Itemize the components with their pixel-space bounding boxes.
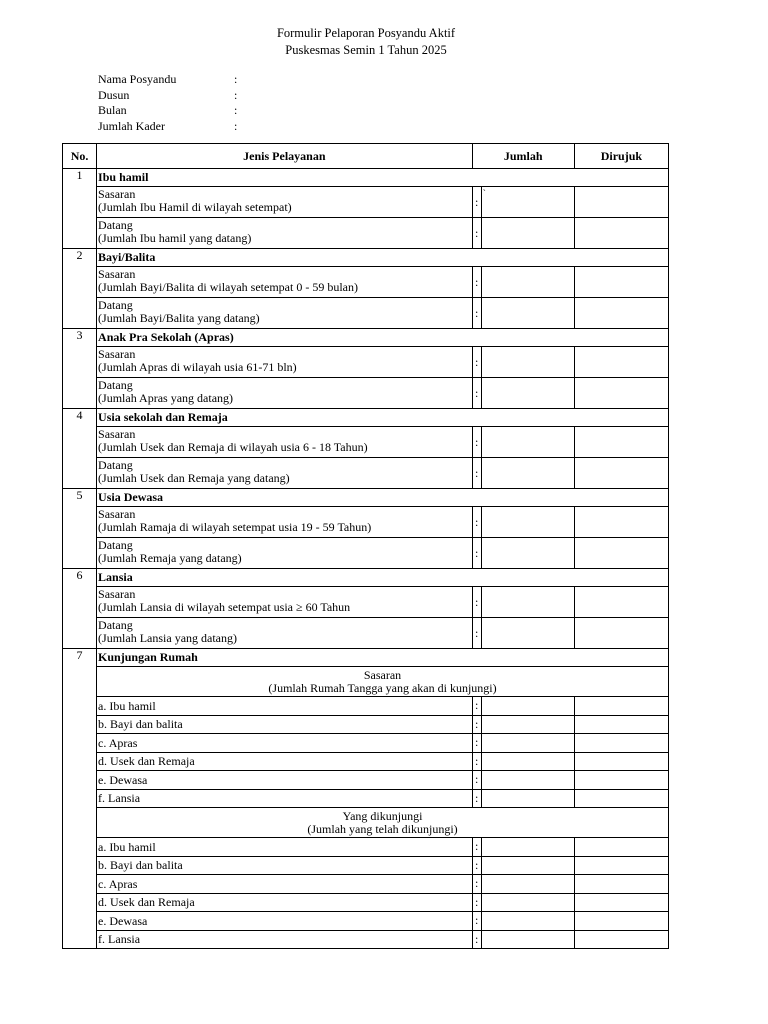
- colon-separator: [472, 752, 481, 771]
- row-number: 5: [63, 489, 97, 569]
- service-detail: (Jumlah Ramaja di wilayah setempat usia 19 - 59 Tahun): [98, 520, 372, 534]
- dirujuk-cell[interactable]: [574, 697, 668, 716]
- colon: :: [474, 225, 479, 240]
- subheader-title: Yang dikunjungi: [342, 808, 423, 823]
- service-description: [97, 218, 473, 249]
- colon-separator: [472, 378, 481, 409]
- row-number: 7: [63, 649, 97, 949]
- colon-separator: [472, 298, 481, 329]
- list-item: [63, 912, 669, 931]
- list-item: [63, 715, 669, 734]
- service-type: Datang: [98, 458, 133, 472]
- dirujuk-cell[interactable]: [574, 912, 668, 931]
- jumlah-cell[interactable]: [481, 378, 574, 409]
- colon: :: [474, 698, 479, 713]
- service-type: Sasaran: [98, 267, 136, 281]
- colon-separator: [472, 267, 481, 298]
- colon: :: [474, 274, 479, 289]
- meta-label: Nama Posyandu: [98, 72, 177, 86]
- table-body: [63, 169, 669, 949]
- service-description: [97, 538, 473, 569]
- jumlah-cell[interactable]: [481, 587, 574, 618]
- colon: :: [474, 305, 479, 320]
- colon-separator: [472, 734, 481, 753]
- stray-mark: [482, 349, 483, 360]
- section-row: [63, 489, 669, 507]
- subheader-row: [63, 667, 669, 697]
- subheader-row: [63, 808, 669, 838]
- stray-mark: [482, 620, 483, 631]
- section-row: [63, 569, 669, 587]
- row-number: 2: [63, 249, 97, 329]
- stray-mark: [482, 460, 483, 471]
- jumlah-cell[interactable]: [481, 218, 574, 249]
- service-detail: (Jumlah Apras di wilayah usia 61-71 bln): [98, 360, 297, 374]
- service-type: Datang: [98, 618, 133, 632]
- row-number: 3: [63, 329, 97, 409]
- meta-label: Dusun: [98, 87, 130, 102]
- dirujuk-cell[interactable]: [574, 734, 668, 753]
- service-description: [97, 298, 473, 329]
- header-jenis-pelayanan: Jenis Pelayanan: [97, 144, 473, 169]
- dirujuk-cell[interactable]: [574, 267, 668, 298]
- colon-separator: [472, 507, 481, 538]
- stray-mark: [482, 220, 483, 231]
- section-title: Anak Pra Sekolah (Apras): [97, 329, 669, 347]
- dirujuk-cell[interactable]: [574, 187, 668, 218]
- service-type: Datang: [98, 298, 133, 312]
- jumlah-cell[interactable]: [481, 507, 574, 538]
- colon: :: [474, 625, 479, 640]
- dirujuk-cell[interactable]: [574, 875, 668, 894]
- colon: :: [474, 434, 479, 449]
- service-type: Sasaran: [98, 427, 136, 441]
- colon-separator: [472, 697, 481, 716]
- jumlah-cell[interactable]: [481, 298, 574, 329]
- jumlah-cell[interactable]: [481, 618, 574, 649]
- header-jumlah: Jumlah: [472, 144, 574, 169]
- dirujuk-cell[interactable]: [574, 427, 668, 458]
- stray-mark: [482, 589, 483, 600]
- colon: :: [474, 753, 479, 768]
- meta-label: Bulan: [98, 103, 127, 118]
- jumlah-cell[interactable]: [481, 771, 574, 790]
- service-detail: (Jumlah Apras yang datang): [98, 391, 234, 405]
- colon-separator: [472, 930, 481, 949]
- colon: :: [474, 772, 479, 787]
- colon: :: [474, 857, 479, 872]
- service-detail: (Jumlah Ibu hamil yang datang): [98, 231, 252, 245]
- service-type: Sasaran: [98, 507, 136, 521]
- section-title: Lansia: [97, 569, 669, 587]
- jumlah-cell[interactable]: [481, 427, 574, 458]
- report-table: [62, 143, 669, 949]
- dirujuk-cell[interactable]: [574, 507, 668, 538]
- colon-separator: [472, 838, 481, 857]
- colon: :: [474, 594, 479, 609]
- table-row: [63, 618, 669, 649]
- colon: :: [474, 839, 479, 854]
- jumlah-cell[interactable]: [481, 752, 574, 771]
- colon: :: [474, 876, 479, 891]
- section-title: Usia Dewasa: [97, 489, 669, 507]
- service-description: [97, 267, 473, 298]
- colon: :: [474, 465, 479, 480]
- list-item: [63, 838, 669, 857]
- list-item: [63, 734, 669, 753]
- section-title: Ibu hamil: [97, 169, 669, 187]
- service-detail: (Jumlah Ibu Hamil di wilayah setempat): [98, 200, 292, 214]
- dirujuk-cell[interactable]: [574, 347, 668, 378]
- table-row: [63, 187, 669, 218]
- jumlah-cell[interactable]: [481, 347, 574, 378]
- list-item: [63, 875, 669, 894]
- subheader-cell: [97, 808, 669, 838]
- row-number: 4: [63, 409, 97, 489]
- meta-label: Jumlah Kader: [98, 118, 165, 133]
- jumlah-cell[interactable]: [481, 789, 574, 808]
- colon-separator: [472, 715, 481, 734]
- jumlah-cell[interactable]: [481, 875, 574, 894]
- table-row: [63, 427, 669, 458]
- colon-separator: [472, 458, 481, 489]
- stray-mark: [482, 540, 483, 551]
- form-subtitle: Puskesmas Semin 1 Tahun 2025: [285, 43, 447, 57]
- subheader-detail: (Jumlah Rumah Tangga yang akan di kunjungi): [268, 680, 497, 695]
- section-title: Bayi/Balita: [97, 249, 669, 267]
- table-row: [63, 347, 669, 378]
- colon: :: [474, 545, 479, 560]
- colon-separator: [472, 618, 481, 649]
- item-label: d. Usek dan Remaja: [97, 752, 473, 771]
- section-row: [63, 649, 669, 667]
- service-detail: (Jumlah Usek dan Remaja yang datang): [98, 471, 290, 485]
- stray-mark: `: [482, 189, 486, 200]
- item-label: a. Ibu hamil: [97, 838, 473, 857]
- service-description: [97, 507, 473, 538]
- item-label: c. Apras: [97, 734, 473, 753]
- service-detail: (Jumlah Bayi/Balita di wilayah setempat 0 - 59 bulan): [98, 280, 358, 294]
- service-type: Datang: [98, 378, 133, 392]
- list-item: [63, 771, 669, 790]
- list-item: [63, 789, 669, 808]
- colon: :: [474, 894, 479, 909]
- dirujuk-cell[interactable]: [574, 930, 668, 949]
- section-title: Kunjungan Rumah: [97, 649, 669, 667]
- colon-separator: [472, 789, 481, 808]
- section-row: [63, 249, 669, 267]
- service-description: [97, 427, 473, 458]
- stray-mark: [482, 300, 483, 311]
- subheader-title: Sasaran: [363, 667, 402, 682]
- jumlah-cell[interactable]: [481, 838, 574, 857]
- dirujuk-cell[interactable]: [574, 298, 668, 329]
- service-detail: (Jumlah Lansia di wilayah setempat usia ≥ 60 Tahun: [98, 600, 351, 614]
- subheader-detail: (Jumlah yang telah dikunjungi): [307, 821, 458, 836]
- jumlah-cell[interactable]: [481, 267, 574, 298]
- dirujuk-cell[interactable]: [574, 715, 668, 734]
- row-number: 6: [63, 569, 97, 649]
- jumlah-cell[interactable]: [481, 912, 574, 931]
- meta-colon: :: [234, 87, 238, 102]
- colon: :: [474, 194, 479, 209]
- dirujuk-cell[interactable]: [574, 893, 668, 912]
- item-label: f. Lansia: [97, 930, 473, 949]
- item-label: b. Bayi dan balita: [97, 856, 473, 875]
- jumlah-cell[interactable]: [481, 893, 574, 912]
- item-label: f. Lansia: [97, 789, 473, 808]
- dirujuk-cell[interactable]: [574, 838, 668, 857]
- item-label: c. Apras: [97, 875, 473, 894]
- stray-mark: [482, 429, 483, 440]
- subheader-cell: [97, 667, 669, 697]
- form-title: Formulir Pelaporan Posyandu Aktif: [276, 26, 456, 40]
- header-dirujuk: Dirujuk: [574, 144, 668, 169]
- service-detail: (Jumlah Lansia yang datang): [98, 631, 238, 645]
- service-detail: (Jumlah Bayi/Balita yang datang): [98, 311, 260, 325]
- header-no: No.: [63, 144, 97, 169]
- dirujuk-cell[interactable]: [574, 789, 668, 808]
- dirujuk-cell[interactable]: [574, 538, 668, 569]
- section-title: Usia sekolah dan Remaja: [97, 409, 669, 427]
- dirujuk-cell[interactable]: [574, 587, 668, 618]
- service-type: Datang: [98, 218, 133, 232]
- item-label: e. Dewasa: [97, 771, 473, 790]
- service-type: Datang: [98, 538, 133, 552]
- table-row: [63, 298, 669, 329]
- service-detail: (Jumlah Remaja yang datang): [98, 551, 242, 565]
- service-description: [97, 378, 473, 409]
- item-label: e. Dewasa: [97, 912, 473, 931]
- item-label: b. Bayi dan balita: [97, 715, 473, 734]
- row-number: 1: [63, 169, 97, 249]
- table-row: [63, 218, 669, 249]
- table-header-row: [63, 144, 669, 169]
- dirujuk-cell[interactable]: [574, 618, 668, 649]
- colon-separator: [472, 218, 481, 249]
- colon: :: [474, 354, 479, 369]
- colon: :: [474, 716, 479, 731]
- service-description: [97, 187, 473, 218]
- colon: :: [474, 514, 479, 529]
- section-row: [63, 329, 669, 347]
- jumlah-cell[interactable]: [481, 697, 574, 716]
- service-type: Sasaran: [98, 587, 136, 601]
- colon-separator: [472, 856, 481, 875]
- list-item: [63, 697, 669, 716]
- stray-mark: [482, 269, 483, 280]
- table-row: [63, 507, 669, 538]
- service-description: [97, 618, 473, 649]
- meta-colon: :: [234, 118, 238, 133]
- jumlah-cell[interactable]: [481, 734, 574, 753]
- table-row: [63, 587, 669, 618]
- table-row: [63, 458, 669, 489]
- colon-separator: [472, 875, 481, 894]
- colon: :: [474, 790, 479, 805]
- jumlah-cell[interactable]: [481, 538, 574, 569]
- colon: :: [474, 385, 479, 400]
- stray-mark: [482, 509, 483, 520]
- list-item: [63, 856, 669, 875]
- table-row: [63, 538, 669, 569]
- colon-separator: [472, 912, 481, 931]
- service-type: Sasaran: [98, 347, 136, 361]
- colon-separator: [472, 893, 481, 912]
- colon-separator: [472, 538, 481, 569]
- dirujuk-cell[interactable]: [574, 752, 668, 771]
- list-item: [63, 893, 669, 912]
- colon: :: [474, 913, 479, 928]
- jumlah-cell[interactable]: [481, 187, 574, 218]
- meta-colon: :: [234, 72, 238, 86]
- list-item: [63, 930, 669, 949]
- colon-separator: [472, 587, 481, 618]
- colon-separator: [472, 427, 481, 458]
- jumlah-cell[interactable]: [481, 930, 574, 949]
- stray-mark: [482, 380, 483, 391]
- list-item: [63, 752, 669, 771]
- colon-separator: [472, 771, 481, 790]
- colon: :: [474, 931, 479, 946]
- service-description: [97, 347, 473, 378]
- dirujuk-cell[interactable]: [574, 856, 668, 875]
- dirujuk-cell[interactable]: [574, 458, 668, 489]
- service-type: Sasaran: [98, 187, 136, 201]
- item-label: d. Usek dan Remaja: [97, 893, 473, 912]
- dirujuk-cell[interactable]: [574, 218, 668, 249]
- colon: :: [474, 735, 479, 750]
- colon-separator: [472, 347, 481, 378]
- table-row: [63, 378, 669, 409]
- dirujuk-cell[interactable]: [574, 771, 668, 790]
- dirujuk-cell[interactable]: [574, 378, 668, 409]
- service-detail: (Jumlah Usek dan Remaja di wilayah usia 6 - 18 Tahun): [98, 440, 368, 454]
- section-row: [63, 169, 669, 187]
- jumlah-cell[interactable]: [481, 856, 574, 875]
- colon-separator: [472, 187, 481, 218]
- meta-colon: :: [234, 103, 238, 118]
- jumlah-cell[interactable]: [481, 458, 574, 489]
- item-label: a. Ibu hamil: [97, 697, 473, 716]
- service-description: [97, 587, 473, 618]
- jumlah-cell[interactable]: [481, 715, 574, 734]
- service-description: [97, 458, 473, 489]
- section-row: [63, 409, 669, 427]
- table-row: [63, 267, 669, 298]
